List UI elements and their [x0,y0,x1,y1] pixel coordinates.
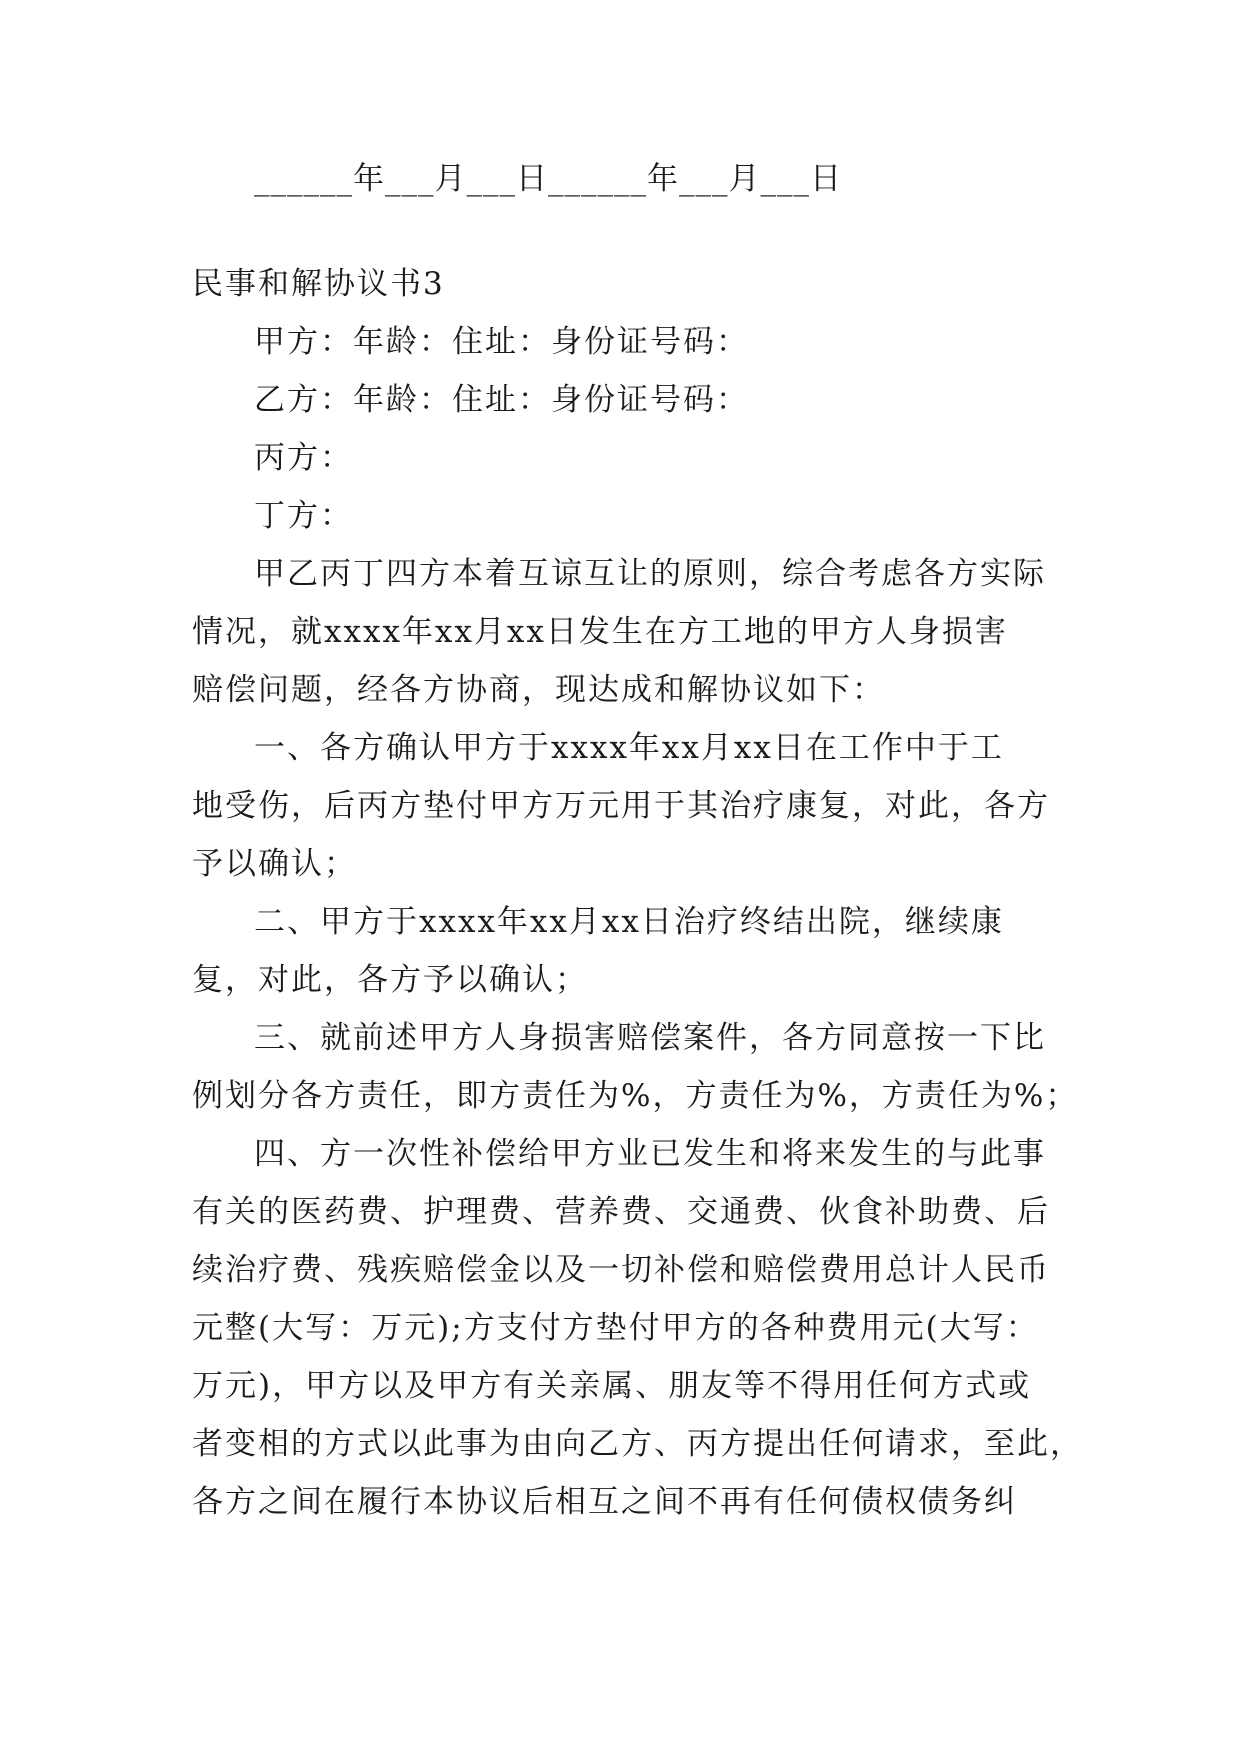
paragraph-line: 予以确认； [192,846,357,882]
paragraph-line: 复，对此，各方予以确认； [192,962,588,998]
paragraph-line: 一、各方确认甲方于xxxx年xx月xx日在工作中于工 [254,730,1004,766]
paragraph-line: 赔偿问题，经各方协商，现达成和解协议如下： [192,672,885,708]
party-c-line: 丙方： [254,440,353,476]
party-d-line: 丁方： [254,498,353,534]
paragraph-line: 地受伤，后丙方垫付甲方万元用于其治疗康复，对此，各方 [192,788,1050,824]
paragraph-line: 四、方一次性补偿给甲方业已发生和将来发生的与此事 [254,1136,1046,1172]
document-body [192,160,1083,1522]
paragraph-line: 情况，就xxxx年xx月xx日发生在方工地的甲方人身损害 [192,614,1008,650]
party-b-line: 乙方：年龄：住址：身份证号码： [254,382,749,418]
clause-3 [192,1019,1079,1116]
paragraph-preamble [192,555,1052,710]
paragraph-line: 有关的医药费、护理费、营养费、交通费、伙食补助费、后 [192,1194,1050,1230]
paragraph-line: 各方之间在履行本协议后相互之间不再有任何债权债务纠 [192,1484,1017,1520]
clause-1 [192,729,1052,884]
paragraph-line: 万元)，甲方以及甲方有关亲属、朋友等不得用任何方式或 [192,1368,1032,1404]
paragraph-line: 三、就前述甲方人身损害赔偿案件，各方同意按一下比 [254,1020,1046,1056]
paragraph-line: 续治疗费、残疾赔偿金以及一切补偿和赔偿费用总计人民币 [192,1252,1050,1288]
paragraph-line: 者变相的方式以此事为由向乙方、丙方提出任何请求，至此， [192,1426,1083,1462]
party-a-line: 甲方：年龄：住址：身份证号码： [254,324,749,360]
document-title: 民事和解协议书3 [192,266,445,302]
clause-4 [192,1135,1083,1522]
signature-date-line: ______年___月___日______年___月___日 [254,161,842,197]
clause-2 [192,903,1052,1000]
paragraph-line: 甲乙丙丁四方本着互谅互让的原则，综合考虑各方实际 [254,556,1046,592]
paragraph-line: 二、甲方于xxxx年xx月xx日治疗终结出院，继续康 [254,904,1004,940]
paragraph-line: 元整(大写：万元);方支付方垫付甲方的各种费用元(大写： [192,1310,1039,1346]
paragraph-line: 例划分各方责任，即方责任为%，方责任为%，方责任为%； [192,1078,1079,1114]
